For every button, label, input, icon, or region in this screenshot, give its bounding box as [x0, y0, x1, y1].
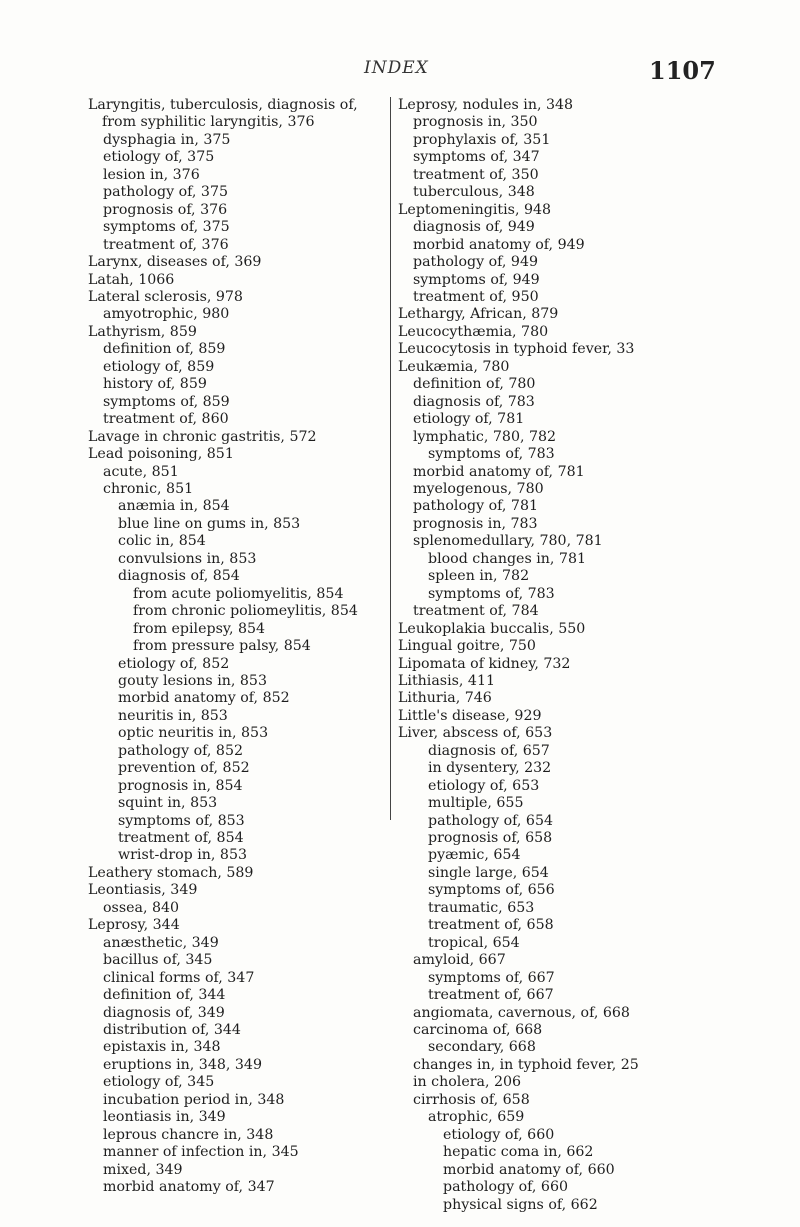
index-entry: symptoms of, 859	[103, 393, 230, 410]
index-entry: leprous chancre in, 348	[103, 1126, 274, 1143]
index-entry: etiology of, 660	[443, 1126, 555, 1143]
index-entry: Liver, abscess of, 653	[398, 725, 553, 742]
index-entry: angiomata, cavernous, of, 668	[413, 1004, 630, 1021]
index-entry: pathology of, 660	[443, 1179, 568, 1196]
index-entry: pathology of, 781	[413, 498, 538, 515]
index-entry: morbid anatomy of, 781	[413, 463, 585, 480]
index-entry: from acute poliomyelitis, 854	[133, 585, 344, 602]
index-entry: Leathery stomach, 589	[88, 864, 254, 881]
index-entry: cirrhosis of, 658	[413, 1091, 530, 1108]
index-entry: pyæmic, 654	[428, 847, 521, 864]
index-entry: amyotrophic, 980	[103, 306, 230, 323]
index-entry: diagnosis of, 657	[428, 742, 550, 759]
index-entry: symptoms of, 853	[118, 812, 245, 829]
index-entry: symptoms of, 949	[413, 271, 540, 288]
index-entry: bacillus of, 345	[103, 952, 213, 969]
index-entry: secondary, 668	[428, 1039, 536, 1056]
page-number: 1107	[649, 56, 716, 85]
index-entry: gouty lesions in, 853	[118, 672, 267, 689]
index-entry: etiology of, 859	[103, 358, 215, 375]
index-entry: mixed, 349	[103, 1161, 183, 1178]
index-entry: convulsions in, 853	[118, 550, 257, 567]
index-entry: symptoms of, 783	[428, 585, 555, 602]
index-entry: prognosis of, 376	[103, 201, 228, 218]
index-entry: Lingual goitre, 750	[398, 638, 536, 655]
index-entry: Lethargy, African, 879	[398, 306, 559, 323]
column-divider	[390, 97, 391, 820]
index-entry: treatment of, 658	[428, 917, 554, 934]
index-entry: history of, 859	[103, 376, 207, 393]
index-entry: clinical forms of, 347	[103, 969, 255, 986]
index-entry: etiology of, 852	[118, 655, 230, 672]
index-entry: morbid anatomy of, 949	[413, 236, 585, 253]
index-entry: in dysentery, 232	[428, 760, 552, 777]
index-entry: prevention of, 852	[118, 760, 250, 777]
running-head	[0, 50, 800, 90]
index-entry: optic neuritis in, 853	[118, 725, 269, 742]
index-entry: colic in, 854	[118, 533, 206, 550]
index-column-left	[88, 97, 374, 1197]
index-entry: spleen in, 782	[428, 568, 530, 585]
index-entry: diagnosis of, 854	[118, 568, 240, 585]
index-entry: wrist-drop in, 853	[118, 847, 248, 864]
index-entry: diagnosis of, 949	[413, 219, 535, 236]
index-entry: leontiasis in, 349	[103, 1109, 226, 1126]
index-entry: tuberculous, 348	[413, 184, 535, 201]
index-entry: Larynx, diseases of, 369	[88, 254, 262, 271]
index-entry: Lithiasis, 411	[398, 672, 495, 689]
index-entry: prognosis in, 783	[413, 515, 538, 532]
index-entry: Leptomeningitis, 948	[398, 201, 552, 218]
running-head-title: INDEX	[364, 58, 429, 78]
index-entry: Lavage in chronic gastritis, 572	[88, 428, 317, 445]
index-entry: incubation period in, 348	[103, 1091, 285, 1108]
index-entry: carcinoma of, 668	[413, 1022, 543, 1039]
index-entry: from epilepsy, 854	[133, 620, 266, 637]
index-entry: blood changes in, 781	[428, 550, 587, 567]
index-entry: Leprosy, 344	[88, 917, 180, 934]
index-entry: symptoms of, 375	[103, 219, 230, 236]
index-entry: prophylaxis of, 351	[413, 131, 551, 148]
index-entry: from pressure palsy, 854	[133, 638, 311, 655]
index-entry: morbid anatomy of, 852	[118, 690, 290, 707]
index-entry: squint in, 853	[118, 795, 218, 812]
index-entry: Leprosy, nodules in, 348	[398, 97, 574, 113]
index-entry: anæsthetic, 349	[103, 934, 219, 951]
index-entry: symptoms of, 667	[428, 969, 555, 986]
index-entry: manner of infection in, 345	[103, 1144, 299, 1161]
index-entry: acute, 851	[103, 463, 179, 480]
index-entry: changes in, in typhoid fever, 25	[413, 1056, 639, 1073]
index-entry: symptoms of, 347	[413, 149, 540, 166]
index-entry: multiple, 655	[428, 795, 524, 812]
index-entry: distribution of, 344	[103, 1022, 241, 1039]
index-entry: tropical, 654	[428, 934, 520, 951]
index-entry: etiology of, 781	[413, 411, 525, 428]
index-entry: from chronic poliomeylitis, 854	[133, 603, 358, 620]
index-entry: hepatic coma in, 662	[443, 1144, 594, 1161]
index-entry: pathology of, 654	[428, 812, 553, 829]
index-entry: diagnosis of, 783	[413, 393, 535, 410]
index-entry: definition of, 344	[103, 987, 226, 1004]
index-entry: symptoms of, 783	[428, 446, 555, 463]
index-entry: epistaxis in, 348	[103, 1039, 221, 1056]
index-entry: Leukoplakia buccalis, 550	[398, 620, 586, 637]
index-entry: pathology of, 852	[118, 742, 243, 759]
index-entry: Lithuria, 746	[398, 690, 492, 707]
index-entry: definition of, 859	[103, 341, 226, 358]
index-entry: treatment of, 350	[413, 166, 539, 183]
index-entry: eruptions in, 348, 349	[103, 1056, 262, 1073]
index-entry: treatment of, 667	[428, 987, 554, 1004]
index-entry: atrophic, 659	[428, 1109, 525, 1126]
index-entry: Leukæmia, 780	[398, 358, 510, 375]
index-entry: blue line on gums in, 853	[118, 515, 301, 532]
index-entry: physical signs of, 662	[443, 1196, 598, 1213]
index-entry: Leontiasis, 349	[88, 882, 198, 899]
index-entry: prognosis of, 658	[428, 830, 553, 847]
index-entry: definition of, 780	[413, 376, 536, 393]
index-entry: chronic, 851	[103, 480, 194, 497]
index-entry: etiology of, 653	[428, 777, 540, 794]
index-entry: myelogenous, 780	[413, 480, 544, 497]
index-entry: Leucocytosis in typhoid fever, 33	[398, 341, 635, 358]
index-entry: morbid anatomy of, 660	[443, 1161, 615, 1178]
index-entry: lymphatic, 780, 782	[413, 428, 557, 445]
index-entry: etiology of, 375	[103, 149, 215, 166]
index-entry: splenomedullary, 780, 781	[413, 533, 603, 550]
index-entry: morbid anatomy of, 347	[103, 1179, 275, 1196]
index-entry: prognosis in, 350	[413, 114, 538, 131]
index-entry: Laryngitis, tuberculosis, diagnosis of, from syphilitic laryngitis, 376	[88, 97, 358, 131]
index-entry: symptoms of, 656	[428, 882, 555, 899]
index-entry: single large, 654	[428, 864, 549, 881]
index-entry: etiology of, 345	[103, 1074, 215, 1091]
index-entry: Little's disease, 929	[398, 707, 542, 724]
index-entry: treatment of, 376	[103, 236, 229, 253]
index-entry: in cholera, 206	[413, 1074, 522, 1091]
index-entry: dysphagia in, 375	[103, 131, 231, 148]
index-entry: ossea, 840	[103, 899, 180, 916]
index-entry: Lathyrism, 859	[88, 323, 197, 340]
index-entry: pathology of, 949	[413, 254, 538, 271]
index-entry: Latah, 1066	[88, 271, 175, 288]
index-entry: diagnosis of, 349	[103, 1004, 225, 1021]
index-entry: neuritis in, 853	[118, 707, 228, 724]
index-entry: Leucocythæmia, 780	[398, 323, 549, 340]
index-entry: treatment of, 784	[413, 603, 539, 620]
index-entry: Lead poisoning, 851	[88, 446, 234, 463]
index-entry: prognosis in, 854	[118, 777, 243, 794]
index-column-right	[398, 97, 702, 1214]
index-entry: lesion in, 376	[103, 166, 200, 183]
index-entry: Lipomata of kidney, 732	[398, 655, 571, 672]
index-entry: treatment of, 854	[118, 830, 244, 847]
index-entry: pathology of, 375	[103, 184, 228, 201]
index-entry: anæmia in, 854	[118, 498, 230, 515]
index-entry: treatment of, 950	[413, 288, 539, 305]
index-entry: amyloid, 667	[413, 952, 506, 969]
index-entry: treatment of, 860	[103, 411, 229, 428]
index-entry: Lateral sclerosis, 978	[88, 288, 243, 305]
index-entry: traumatic, 653	[428, 899, 535, 916]
